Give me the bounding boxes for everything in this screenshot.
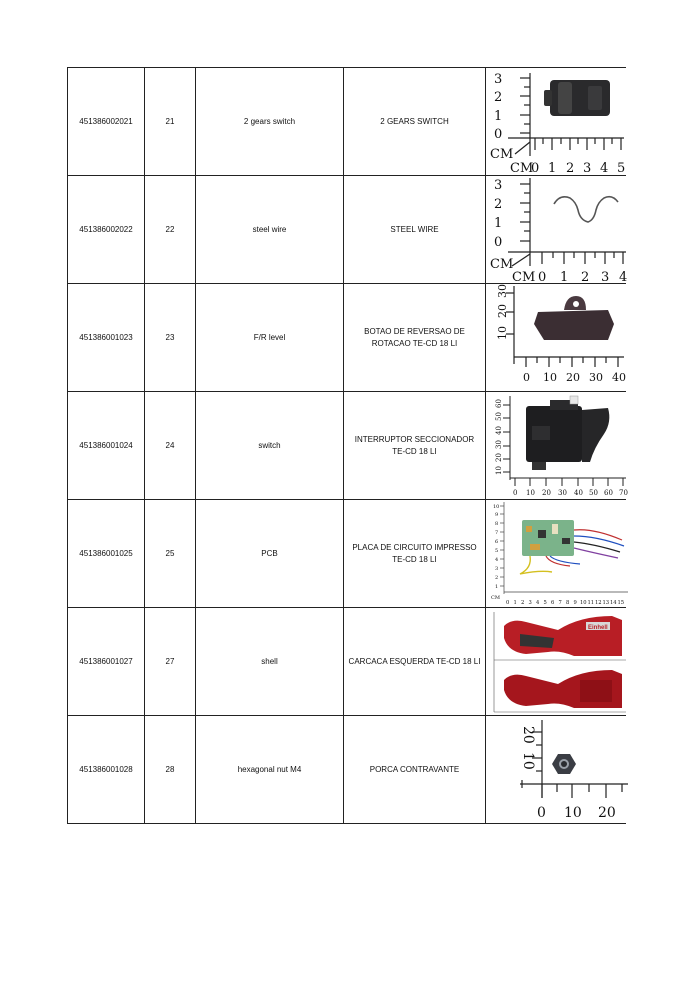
ruler-y-label: 3 (495, 566, 499, 572)
table-row (68, 176, 626, 284)
ruler-x-label: 3 (528, 600, 532, 606)
ruler-x-label: 0 (538, 270, 547, 283)
ruler-x-label: 0 (537, 805, 546, 821)
ruler-x-label: 5 (617, 161, 626, 175)
part-description: 2 GEARS SWITCH (344, 68, 486, 176)
part-image-cell (486, 608, 626, 716)
table-row (68, 716, 626, 824)
ruler-y-label: 40 (495, 426, 503, 435)
table-row (68, 608, 626, 716)
ruler-y-label: 4 (495, 557, 499, 563)
part-number: 22 (145, 176, 196, 284)
part-name: 2 gears switch (196, 68, 344, 176)
ruler-x-label: 10 (580, 600, 587, 606)
ruler-y-label: 30 (496, 284, 509, 298)
ruler-y-label: 7 (495, 530, 499, 536)
part-image-cell (486, 716, 626, 824)
part-number: 21 (145, 68, 196, 176)
ruler-x-label: 0 (531, 161, 540, 175)
part-number: 28 (145, 716, 196, 824)
ruler-x-label: 9 (573, 600, 577, 606)
ruler-y-label: 6 (495, 539, 499, 545)
ruler-x-label: 30 (589, 371, 603, 384)
ruler-y-label: 50 (495, 412, 503, 421)
ruler-x-label: 0 (523, 371, 530, 384)
ruler-x-label: 30 (558, 489, 567, 497)
ruler-y-label: 9 (495, 512, 499, 518)
part-code: 451386002022 (68, 176, 145, 284)
ruler-y-label: 10 (496, 326, 509, 340)
part-name: hexagonal nut M4 (196, 716, 344, 824)
ruler-y-label: 2 (494, 197, 503, 212)
part-number: 24 (145, 392, 196, 500)
ruler-y-label: 20 (495, 453, 503, 462)
ruler-x-label: 5 (543, 600, 547, 606)
ruler-x-label: 2 (581, 270, 590, 283)
ruler-x-label: 20 (566, 371, 580, 384)
ruler-y-label: 60 (495, 399, 503, 408)
ruler-x-label: 0 (513, 489, 518, 497)
ruler-x-label: 2 (521, 600, 525, 606)
ruler-x-label: 10 (526, 489, 535, 497)
ruler-y-label: 0 (494, 127, 503, 142)
ruler-x-label: 10 (564, 805, 582, 821)
part-description: INTERRUPTOR SECCIONADOR TE-CD 18 LI (344, 392, 486, 500)
part-number: 27 (145, 608, 196, 716)
ruler-y-label: 5 (495, 548, 499, 554)
part-code: 451386001025 (68, 500, 145, 608)
part-image-cell (486, 500, 626, 608)
part-description: PLACA DE CIRCUITO IMPRESSO TE-CD 18 LI (344, 500, 486, 608)
ruler-y-label: 2 (494, 90, 503, 105)
parts-table (67, 67, 626, 824)
ruler-x-label: 4 (619, 270, 628, 283)
hex-nut-photo (490, 716, 629, 823)
part-code: 451386001027 (68, 608, 145, 716)
table-row (68, 392, 626, 500)
part-description: BOTAO DE REVERSAO DE ROTACAO TE-CD 18 LI (344, 284, 486, 392)
ruler-x-label: 7 (558, 600, 562, 606)
ruler-unit-label: CM (490, 147, 514, 162)
ruler-y-label: 10 (493, 504, 500, 510)
ruler-y-label: 20 (496, 304, 509, 318)
ruler-x-label: 8 (566, 600, 570, 606)
part-code: 451386001024 (68, 392, 145, 500)
part-code: 451386001028 (68, 716, 145, 824)
ruler-x-label: 50 (589, 489, 598, 497)
ruler-x-label: 4 (600, 161, 609, 175)
ruler-y-label: 3 (494, 72, 503, 87)
ruler-x-label: 14 (610, 600, 617, 606)
ruler-x-label: 0 (506, 600, 510, 606)
ruler-x-label: 11 (587, 600, 595, 606)
part-code: 451386002021 (68, 68, 145, 176)
part-name: switch (196, 392, 344, 500)
part-number: 23 (145, 284, 196, 392)
part-name: steel wire (196, 176, 344, 284)
gear-switch-photo (490, 68, 629, 175)
ruler-y-label: 10 (495, 466, 503, 475)
pcb-photo (490, 500, 629, 607)
part-name: PCB (196, 500, 344, 608)
shell-photo (490, 608, 629, 715)
ruler-y-label: 20 (520, 726, 536, 744)
ruler-x-label: 20 (542, 489, 551, 497)
ruler-y-label: 1 (494, 216, 503, 231)
ruler-y-label: 8 (495, 521, 499, 527)
ruler-x-label: 70 (619, 489, 628, 497)
trigger-switch-photo (490, 392, 629, 499)
part-description: PORCA CONTRAVANTE (344, 716, 486, 824)
part-description: STEEL WIRE (344, 176, 486, 284)
ruler-x-label: 1 (560, 270, 569, 283)
ruler-unit-label: CM (491, 595, 500, 601)
ruler-y-label: 1 (494, 109, 503, 124)
ruler-x-label: 3 (601, 270, 610, 283)
part-image-cell (486, 68, 626, 176)
part-number: 25 (145, 500, 196, 608)
part-image-cell (486, 176, 626, 284)
ruler-y-label: 3 (494, 178, 503, 193)
ruler-x-label: 10 (543, 371, 557, 384)
ruler-y-label: 30 (495, 440, 503, 449)
brand-logo-text: Einhell (588, 625, 608, 631)
ruler-x-label: 40 (574, 489, 583, 497)
ruler-x-label: 60 (604, 489, 613, 497)
ruler-x-label: 4 (536, 600, 540, 606)
ruler-y-label: 10 (520, 752, 536, 770)
ruler-x-label: 1 (513, 600, 517, 606)
part-name: shell (196, 608, 344, 716)
ruler-y-label: 1 (495, 584, 499, 590)
table-row (68, 284, 626, 392)
ruler-x-label: 6 (551, 600, 555, 606)
ruler-unit-label: CM (512, 270, 536, 283)
part-description: CARCACA ESQUERDA TE-CD 18 LI (344, 608, 486, 716)
table-row (68, 500, 626, 608)
part-code: 451386001023 (68, 284, 145, 392)
ruler-x-label: 2 (566, 161, 575, 175)
ruler-y-label: 2 (495, 575, 499, 581)
part-name: F/R level (196, 284, 344, 392)
ruler-x-label: 20 (598, 805, 616, 821)
ruler-x-label: 13 (602, 600, 610, 606)
ruler-unit-label: CM (510, 161, 534, 175)
ruler-y-label: 0 (494, 235, 503, 250)
table-row (68, 68, 626, 176)
part-image-cell (486, 284, 626, 392)
ruler-x-label: 40 (612, 371, 626, 384)
part-image-cell (486, 392, 626, 500)
ruler-x-label: 3 (583, 161, 592, 175)
fr-lever-photo (490, 284, 629, 391)
ruler-x-label: 15 (617, 600, 625, 606)
ruler-unit-label: CM (490, 257, 514, 272)
gear-switch-part (544, 80, 610, 116)
steel-wire-photo (490, 176, 629, 283)
ruler-x-label: 1 (548, 161, 557, 175)
ruler-x-label: 12 (595, 600, 602, 606)
